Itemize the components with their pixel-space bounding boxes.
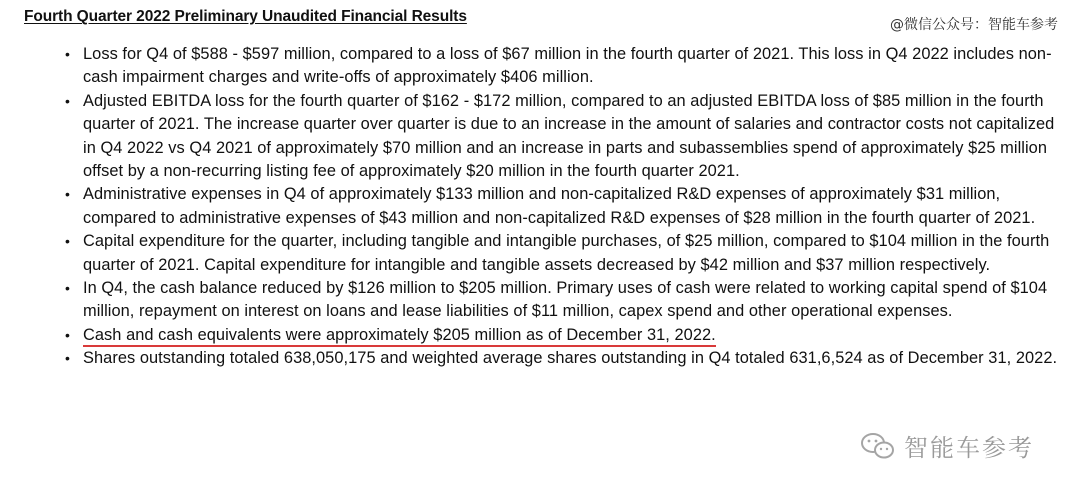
bullet-text: Loss for Q4 of $588 - $597 million, compared to a loss of $67 million in the fourth quarter of 2021. This loss in Q4 2022 includes non-cash impairment charges and write-offs of approximately $406 million.: [83, 45, 1052, 87]
watermark-text: @微信公众号：智能车参考: [890, 17, 1058, 33]
bullet-icon: •: [65, 326, 70, 343]
results-list: [64, 43, 1064, 371]
bullet-icon: •: [65, 233, 70, 250]
watermark-logo: [860, 428, 1034, 463]
bullet-icon: •: [65, 186, 70, 203]
bullet-text: Administrative expenses in Q4 of approximately $133 million and non-capitalized R&D expenses of approximately $31 million, compared to administrative expenses of $43 million and non-capitalized R&D expenses of $28 million in the fourth quarter of 2021.: [83, 185, 1036, 227]
bullet-icon: •: [65, 46, 70, 62]
wechat-icon: [860, 431, 896, 461]
bullet-adjusted-ebitda: [64, 90, 1064, 184]
bullet-cash-balance: [64, 277, 1064, 324]
bullet-capital-expenditure: [64, 230, 1064, 277]
bullet-icon: •: [65, 280, 70, 297]
bullet-text: Capital expenditure for the quarter, including tangible and intangible purchases, of $25 million, compared to $104 million in the fourth quarter of 2021. Capital expenditure for intangible and tangible assets decreased by $42 million and $37 million respectively.: [83, 232, 1050, 274]
bullet-text: In Q4, the cash balance reduced by $126 million to $205 million. Primary uses of cash were related to working capital spend of $104 million, repayment on interest on loans and lease liabilities of $11 million, capex spend and other operational expenses.: [83, 279, 1048, 321]
highlighted-bullet-text: Cash and cash equivalents were approximately $205 million as of December 31, 2022.: [83, 326, 716, 347]
bullet-text: Shares outstanding totaled 638,050,175 and weighted average shares outstanding in Q4 totaled 631,‍6,524 as of December 31, 2022.: [83, 349, 1058, 368]
watermark-logo-text: 智能车参考: [904, 434, 1034, 462]
bullet-q4-loss: [64, 43, 1064, 90]
bullet-icon: •: [65, 350, 70, 367]
bullet-shares-outstanding: [64, 347, 1064, 370]
bullet-cash-equivalents: [64, 324, 1064, 347]
section-title: Fourth Quarter 2022 Preliminary Unaudited Financial Results: [24, 8, 467, 25]
bullet-administrative-expenses: [64, 183, 1064, 230]
bullet-icon: •: [65, 92, 70, 109]
bullet-text: Adjusted EBITDA loss for the fourth quarter of $162 - $172 million, compared to an adjusted EBITDA loss of $85 million in the fourth quarter of 2021. The increase quarter over quarter is due to an increase in the amount of salaries and contractor costs not capitalized in Q4 2022 vs Q4 2021 of approximately $70 million and an increase in parts and subassemblies spend of approximately $25 million offset by a non-recurring listing fee of approximately $20 million in the fourth quarter 2021.: [83, 91, 1055, 181]
